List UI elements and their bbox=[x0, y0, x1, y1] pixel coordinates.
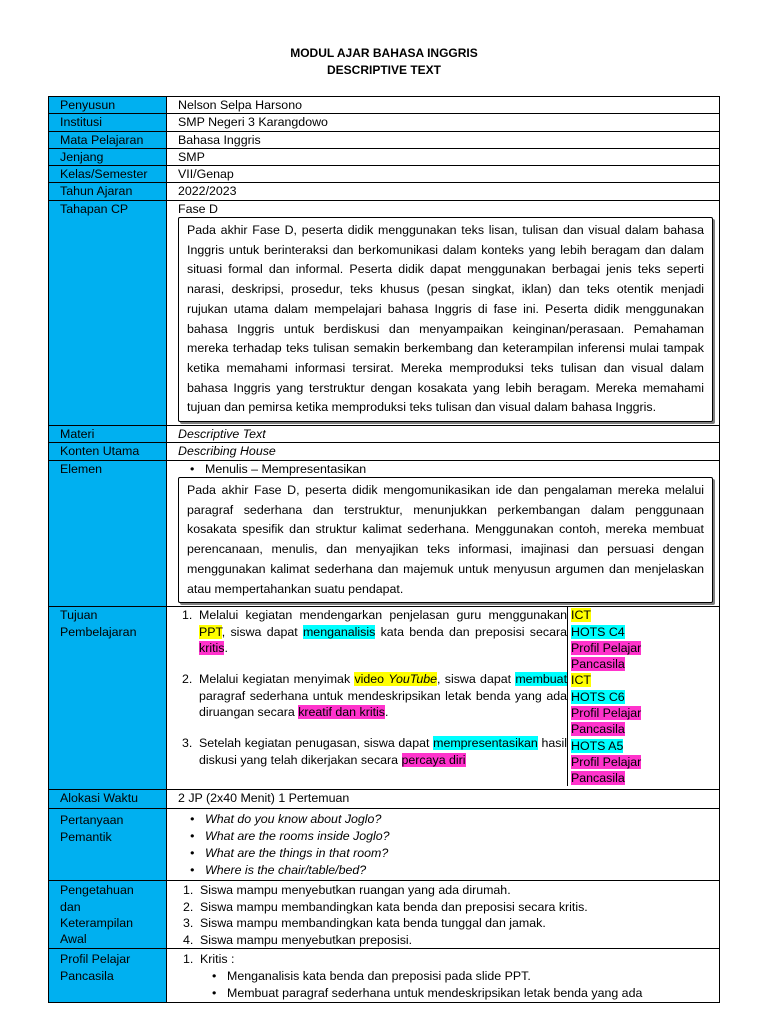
profil-list bbox=[178, 951, 719, 1002]
list-item: • What are the rooms inside Joglo? bbox=[178, 828, 719, 845]
tujuan-row bbox=[49, 607, 720, 790]
row-value: SMP bbox=[167, 148, 720, 165]
row-label bbox=[49, 809, 167, 881]
list-item: 1. Melalui kegiatan mendengarkan penjelasan guru menggunakan PPT, siswa dapat menganalisis kata benda dan preposisi secara kritis. bbox=[182, 608, 567, 656]
label-line: Pembelajaran bbox=[60, 624, 137, 639]
profil-tag: Profil Pelajar Pancasila bbox=[571, 754, 642, 786]
row-value: Describing House bbox=[167, 443, 720, 460]
row-label: Jenjang bbox=[49, 148, 167, 165]
list-item: • Menulis – Mempresentasikan bbox=[178, 461, 719, 477]
row-label: Tahapan CP bbox=[49, 200, 167, 425]
tujuan-tags bbox=[567, 607, 719, 786]
alokasi-row bbox=[49, 790, 720, 809]
label-line: Pengetahuan bbox=[60, 883, 134, 898]
row-value: Descriptive Text bbox=[167, 426, 720, 443]
list-item: 3. Siswa mampu membandingkan kata benda tunggal dan jamak. bbox=[183, 916, 546, 931]
pengetahuan-row bbox=[49, 881, 720, 949]
list-item: 4. Siswa mampu menyebutkan preposisi. bbox=[183, 932, 413, 947]
pertanyaan-cell bbox=[167, 809, 720, 881]
tahapan-row bbox=[49, 200, 720, 425]
list-item: • Where is the chair/table/bed? bbox=[178, 862, 719, 879]
text-run: , siswa dapat bbox=[221, 624, 303, 639]
info-row bbox=[49, 183, 720, 200]
label-line: Keterampilan bbox=[60, 915, 134, 930]
text-run: menganalisis bbox=[302, 624, 376, 639]
materi-row bbox=[49, 426, 720, 443]
row-label: Penyusun bbox=[49, 97, 167, 114]
row-value: 2 JP (2x40 Menit) 1 Pertemuan bbox=[167, 790, 720, 809]
row-label bbox=[49, 607, 167, 790]
row-label: Kelas/Semester bbox=[49, 166, 167, 183]
row-value: 2022/2023 bbox=[167, 183, 720, 200]
list-item: • Menganalisis kata benda dan preposisi pada slide PPT. bbox=[200, 968, 719, 985]
row-value: SMP Negeri 3 Karangdowo bbox=[167, 114, 720, 131]
list-item: • Membuat paragraf sederhana untuk mendeskripsikan letak benda yang ada bbox=[200, 985, 719, 1002]
text-run: kreatif dan kritis bbox=[298, 705, 385, 720]
text-run: kritis bbox=[199, 641, 225, 656]
info-row bbox=[49, 166, 720, 183]
elemen-list bbox=[178, 461, 719, 477]
hots-tag: HOTS A5 bbox=[571, 738, 624, 753]
row-value: Nelson Selpa Harsono bbox=[167, 97, 720, 114]
skills-list bbox=[178, 882, 719, 948]
question-list bbox=[178, 811, 719, 879]
label-line: Awal bbox=[60, 932, 87, 947]
text-run: . bbox=[384, 705, 389, 720]
tujuan-cell bbox=[167, 607, 720, 790]
document-title: MODUL AJAR BAHASA INGGRIS bbox=[290, 46, 478, 60]
cp-text-box: Pada akhir Fase D, peserta didik menggunakan teks lisan, tulisan dan visual dalam bahasa Inggris untuk berinteraksi dan berkomunikasi dalam konteks yang lebih beragam dan dalam situasi formal dan informal. Peserta didik dapat menggunakan berbagai jenis teks seperti narasi, deskripsi, prosedur, teks khusus (pesan singkat, iklan) dan teks otentik menjadi rujukan utama dalam mempelajari bahasa Inggris di fase ini. Peserta didik menggunakan bahasa Inggris untuk berdiskusi dan menyampaikan keinginan/perasaan. Pemahaman mereka terhadap teks tulisan semakin berkembang dan keterampilan inferensi mulai tampak ketika memahami informasi tersirat. Mereka memproduksi teks tulisan dan visual dalam bahasa Inggris yang terstruktur dengan kosakata yang lebih beragam. Mereka memahami tujuan dan pemirsa ketika memproduksi teks tulisan dan visual dalam bahasa Inggris. bbox=[178, 217, 713, 422]
ict-tag: ICT bbox=[571, 673, 591, 688]
text-run: mempresentasikan bbox=[433, 736, 538, 751]
info-row bbox=[49, 114, 720, 131]
text-run: YouTube bbox=[388, 672, 438, 687]
pengetahuan-cell bbox=[167, 881, 720, 949]
profil-bullets bbox=[182, 968, 719, 1002]
text-run: hasil diskusi yang telah dikerjakan secara bbox=[199, 736, 567, 767]
hots-tag: HOTS C6 bbox=[571, 689, 625, 704]
info-row bbox=[49, 131, 720, 148]
row-label: Mata Pelajaran bbox=[49, 131, 167, 148]
ict-tag: ICT bbox=[571, 608, 591, 623]
text-run: kata benda dan preposisi secara bbox=[375, 624, 567, 639]
list-item: • What are the things in that room? bbox=[178, 845, 719, 862]
list-item: 1. Kritis : • Menganalisis kata benda dan preposisi pada slide PPT. • Membuat paragraf sederhana untuk mendeskripsikan letak benda yang ada bbox=[182, 951, 719, 1002]
row-label: Materi bbox=[49, 426, 167, 443]
hots-tag: HOTS C4 bbox=[571, 624, 625, 639]
profil-cell bbox=[167, 949, 720, 1003]
row-value: Bahasa Inggris bbox=[167, 131, 720, 148]
text-run: membuat bbox=[515, 672, 568, 687]
phase-label: Fase D bbox=[178, 201, 218, 216]
text-run: Melalui kegiatan mendengarkan penjelasan guru menggunakan bbox=[199, 608, 567, 623]
row-label bbox=[49, 881, 167, 949]
list-item: 2. Melalui kegiatan menyimak video YouTube, siswa dapat membuat paragraf sederhana untuk mendeskripsikan letak benda yang ada diruangan secara kreatif dan kritis. bbox=[182, 672, 568, 720]
text-run: video bbox=[354, 672, 389, 687]
row-label: Tahun Ajaran bbox=[49, 183, 167, 200]
label-line: Profil Pelajar bbox=[60, 952, 131, 967]
elemen-text-box: Pada akhir Fase D, peserta didik mengomunikasikan ide dan pengalaman mereka melalui paragraf sederhana dan terstruktur, menunjukkan perkembangan dalam penggunaan kosakata spesifik dan struktur kalimat sederhana. Menggunakan contoh, mereka membuat perencanaan, menulis, dan menyajikan teks informasi, imajinasi dan persuasi dengan menggunakan kalimat sederhana dan majemuk untuk menyusun argumen dan menjelaskan atau mempertahankan suatu pendapat. bbox=[178, 477, 713, 603]
konten-row bbox=[49, 443, 720, 460]
profil-row bbox=[49, 949, 720, 1003]
label-line: Pemantik bbox=[60, 829, 112, 844]
info-row bbox=[49, 97, 720, 114]
row-label: Konten Utama bbox=[49, 443, 167, 460]
list-item: 3. Setelah kegiatan penugasan, siswa dapat mempresentasikan hasil diskusi yang telah dikerjakan secara percaya diri bbox=[182, 736, 567, 767]
info-row bbox=[49, 148, 720, 165]
document-subtitle: DESCRIPTIVE TEXT bbox=[326, 63, 442, 77]
text-run: , siswa dapat bbox=[437, 672, 516, 687]
profil-tag: Profil Pelajar Pancasila bbox=[571, 640, 642, 672]
text-run: . bbox=[224, 641, 228, 656]
elemen-cell bbox=[167, 460, 720, 607]
text-run: percaya diri bbox=[401, 752, 466, 767]
label-line: dan bbox=[60, 899, 81, 914]
row-label: Alokasi Waktu bbox=[49, 790, 167, 809]
row-label: Elemen bbox=[49, 460, 167, 607]
list-item: 2. Siswa mampu membandingkan kata benda dan preposisi secara kritis. bbox=[183, 899, 588, 914]
label-line: Pancasila bbox=[60, 968, 114, 983]
text-run: Melalui kegiatan menyimak bbox=[199, 672, 355, 687]
list-item: • What do you know about Joglo? bbox=[178, 811, 719, 828]
elemen-row bbox=[49, 460, 720, 607]
text-run: Setelah kegiatan penugasan, siswa dapat bbox=[199, 736, 434, 751]
text-run: PPT bbox=[199, 624, 222, 639]
label-line: Tujuan bbox=[60, 608, 98, 623]
tujuan-list bbox=[167, 607, 567, 786]
module-table bbox=[48, 96, 720, 1003]
tahapan-cell bbox=[167, 200, 720, 425]
text-run: paragraf sederhana untuk mendeskripsikan letak benda yang ada diruangan secara bbox=[199, 688, 567, 720]
row-label bbox=[49, 949, 167, 1003]
pertanyaan-row bbox=[49, 809, 720, 881]
row-label: Institusi bbox=[49, 114, 167, 131]
profil-tag: Profil Pelajar Pancasila bbox=[571, 706, 642, 737]
list-item: 1. Siswa mampu menyebutkan ruangan yang ada dirumah. bbox=[183, 883, 511, 898]
row-value: VII/Genap bbox=[167, 166, 720, 183]
label-line: Pertanyaan bbox=[60, 813, 124, 828]
